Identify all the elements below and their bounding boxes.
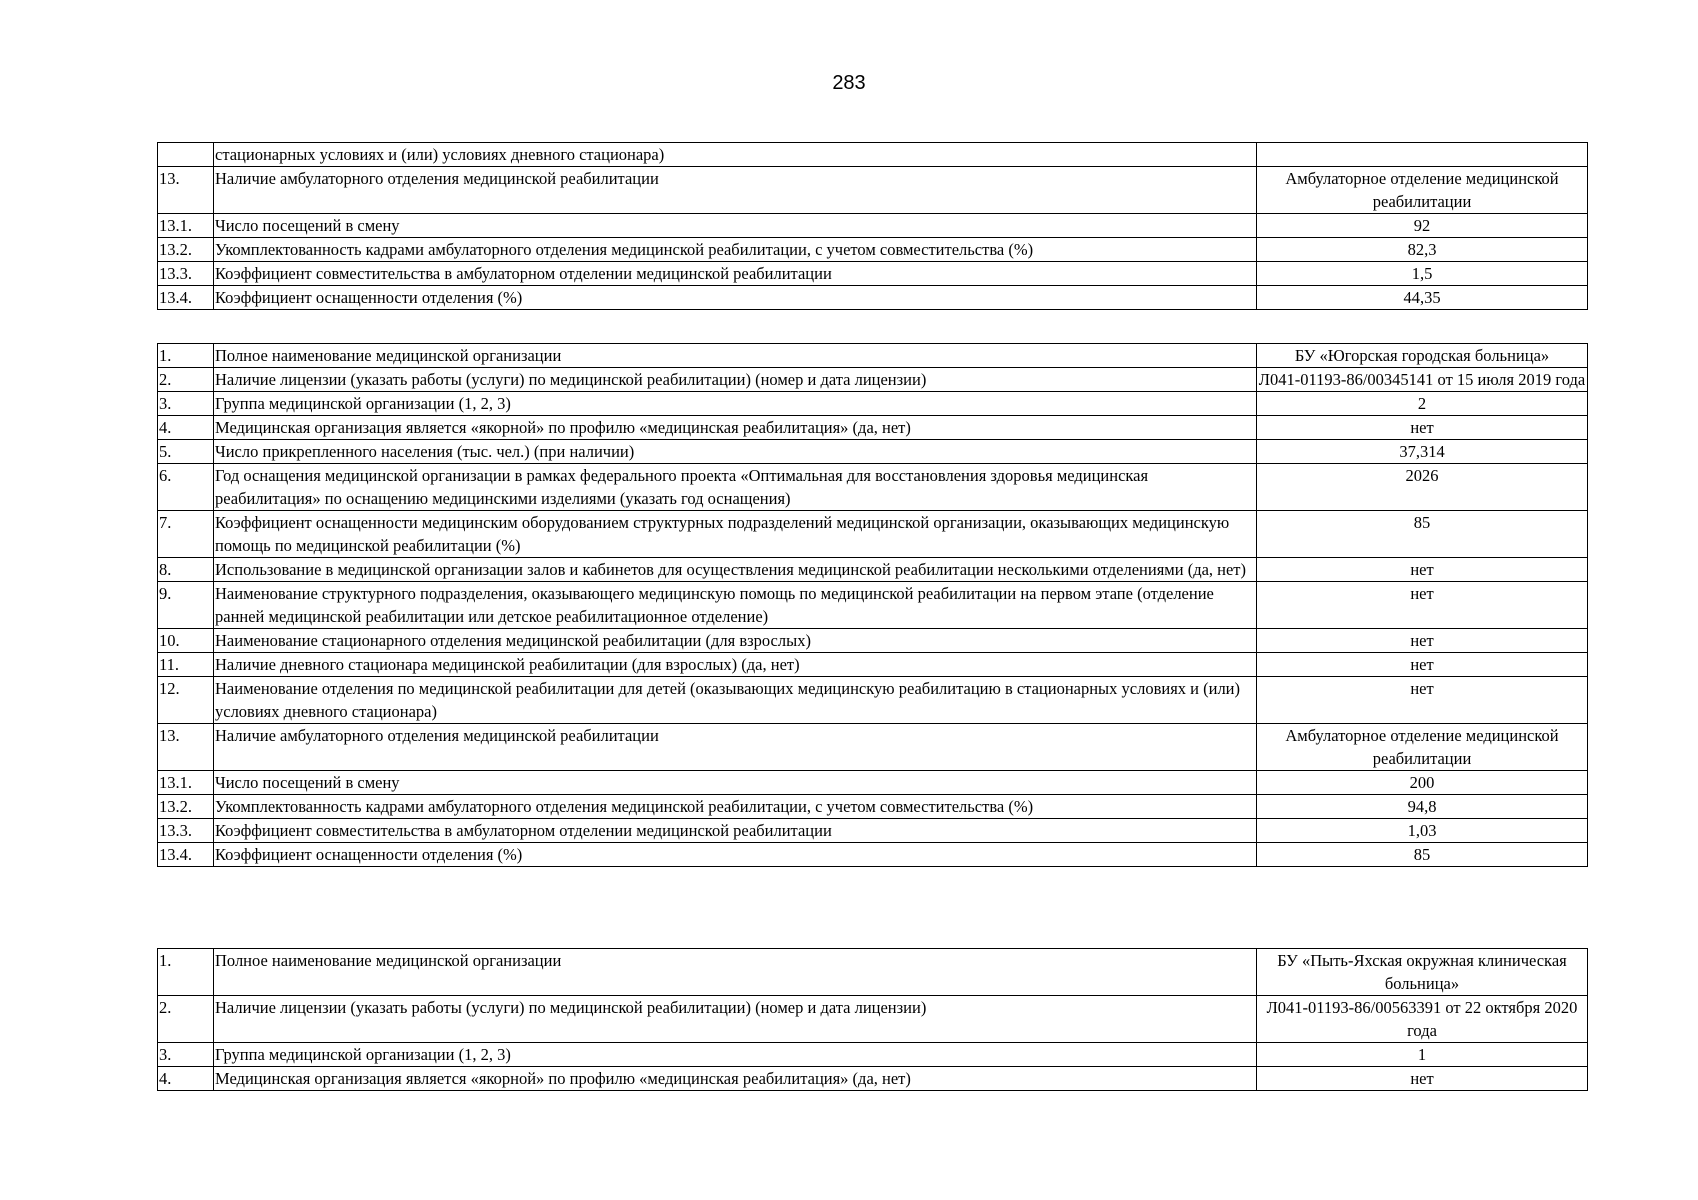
table-row	[158, 558, 1588, 582]
row-value: нет	[1257, 653, 1588, 677]
table-row	[158, 262, 1588, 286]
row-label: Коэффициент оснащенности медицинским оборудованием структурных подразделений медицинской организации, оказывающих медицинскую помощь по медицинской реабилитации (%)	[214, 511, 1257, 558]
row-label: Год оснащения медицинской организации в рамках федерального проекта «Оптимальная для восстановления здоровья медицинская реабилитация» по оснащению медицинскими изделиями (указать год оснащения)	[214, 464, 1257, 511]
row-value: нет	[1257, 1067, 1588, 1091]
row-number: 3.	[158, 392, 214, 416]
row-value	[1257, 143, 1588, 167]
table-row	[158, 653, 1588, 677]
row-value: 85	[1257, 511, 1588, 558]
table-row	[158, 1043, 1588, 1067]
row-label: Укомплектованность кадрами амбулаторного отделения медицинской реабилитации, с учетом совместительства (%)	[214, 238, 1257, 262]
row-value: Л041-01193-86/00345141 от 15 июля 2019 года	[1257, 368, 1588, 392]
row-label: Коэффициент совместительства в амбулаторном отделении медицинской реабилитации	[214, 819, 1257, 843]
table-row	[158, 344, 1588, 368]
row-number: 1.	[158, 949, 214, 996]
table-row	[158, 286, 1588, 310]
row-number: 13.4.	[158, 843, 214, 867]
table-continuation	[157, 142, 1588, 310]
row-label: Коэффициент совместительства в амбулаторном отделении медицинской реабилитации	[214, 262, 1257, 286]
row-number: 1.	[158, 344, 214, 368]
row-number: 2.	[158, 996, 214, 1043]
table-row	[158, 819, 1588, 843]
row-label: Наличие дневного стационара медицинской реабилитации (для взрослых) (да, нет)	[214, 653, 1257, 677]
row-value: 85	[1257, 843, 1588, 867]
row-value: 82,3	[1257, 238, 1588, 262]
row-number: 10.	[158, 629, 214, 653]
table-row	[158, 214, 1588, 238]
row-label: Число прикрепленного населения (тыс. чел.) (при наличии)	[214, 440, 1257, 464]
table-row	[158, 843, 1588, 867]
row-value: нет	[1257, 416, 1588, 440]
row-number: 13.	[158, 167, 214, 214]
table-row	[158, 143, 1588, 167]
row-number: 8.	[158, 558, 214, 582]
row-value: БУ «Югорская городская больница»	[1257, 344, 1588, 368]
table-row	[158, 771, 1588, 795]
table-row	[158, 440, 1588, 464]
row-label: Медицинская организация является «якорной» по профилю «медицинская реабилитация» (да, нет)	[214, 416, 1257, 440]
row-value: Амбулаторное отделение медицинской реабилитации	[1257, 167, 1588, 214]
table-row	[158, 996, 1588, 1043]
row-number: 4.	[158, 1067, 214, 1091]
row-label: Использование в медицинской организации залов и кабинетов для осуществления медицинской реабилитации несколькими отделениями (да, нет)	[214, 558, 1257, 582]
row-label: Наименование отделения по медицинской реабилитации для детей (оказывающих медицинскую реабилитацию в стационарных условиях и (или) условиях дневного стационара)	[214, 677, 1257, 724]
row-number: 13.2.	[158, 795, 214, 819]
row-number: 13.4.	[158, 286, 214, 310]
row-label: Наличие амбулаторного отделения медицинской реабилитации	[214, 167, 1257, 214]
page-number: 283	[832, 72, 866, 94]
table-yugorsk-hospital	[157, 343, 1588, 867]
row-value: 200	[1257, 771, 1588, 795]
row-number: 3.	[158, 1043, 214, 1067]
table-pyt-yakh-hospital	[157, 948, 1588, 1091]
row-label: Наименование стационарного отделения медицинской реабилитации (для взрослых)	[214, 629, 1257, 653]
row-label: Медицинская организация является «якорной» по профилю «медицинская реабилитация» (да, нет)	[214, 1067, 1257, 1091]
table-row	[158, 511, 1588, 558]
table-row	[158, 392, 1588, 416]
row-label: Полное наименование медицинской организации	[214, 344, 1257, 368]
row-label: Наименование структурного подразделения, оказывающего медицинскую помощь по медицинской реабилитации на первом этапе (отделение ранней медицинской реабилитации или детское реабилитационное отделение)	[214, 582, 1257, 629]
row-number: 11.	[158, 653, 214, 677]
row-number: 5.	[158, 440, 214, 464]
table-row	[158, 238, 1588, 262]
table-row	[158, 416, 1588, 440]
row-label: Число посещений в смену	[214, 214, 1257, 238]
row-value: 2026	[1257, 464, 1588, 511]
row-number	[158, 143, 214, 167]
row-value: нет	[1257, 677, 1588, 724]
row-label: стационарных условиях и (или) условиях дневного стационара)	[214, 143, 1257, 167]
table-row	[158, 368, 1588, 392]
row-number: 6.	[158, 464, 214, 511]
row-label: Коэффициент оснащенности отделения (%)	[214, 286, 1257, 310]
row-value: БУ «Пыть-Яхская окружная клиническая больница»	[1257, 949, 1588, 996]
table-row	[158, 1067, 1588, 1091]
row-number: 13.3.	[158, 262, 214, 286]
row-value: 1,5	[1257, 262, 1588, 286]
row-label: Укомплектованность кадрами амбулаторного отделения медицинской реабилитации, с учетом совместительства (%)	[214, 795, 1257, 819]
row-number: 9.	[158, 582, 214, 629]
row-label: Коэффициент оснащенности отделения (%)	[214, 843, 1257, 867]
row-value: 1	[1257, 1043, 1588, 1067]
table-row	[158, 724, 1588, 771]
row-value: 94,8	[1257, 795, 1588, 819]
row-number: 13.1.	[158, 214, 214, 238]
row-number: 2.	[158, 368, 214, 392]
row-value: 37,314	[1257, 440, 1588, 464]
row-number: 4.	[158, 416, 214, 440]
row-value: 1,03	[1257, 819, 1588, 843]
table-row	[158, 629, 1588, 653]
row-label: Полное наименование медицинской организации	[214, 949, 1257, 996]
row-value: 2	[1257, 392, 1588, 416]
table-row	[158, 677, 1588, 724]
row-label: Наличие лицензии (указать работы (услуги) по медицинской реабилитации) (номер и дата лицензии)	[214, 368, 1257, 392]
row-number: 13.3.	[158, 819, 214, 843]
table-row	[158, 167, 1588, 214]
row-label: Наличие лицензии (указать работы (услуги) по медицинской реабилитации) (номер и дата лицензии)	[214, 996, 1257, 1043]
table-row	[158, 795, 1588, 819]
row-label: Группа медицинской организации (1, 2, 3)	[214, 1043, 1257, 1067]
row-value: нет	[1257, 558, 1588, 582]
row-label: Группа медицинской организации (1, 2, 3)	[214, 392, 1257, 416]
row-value: 44,35	[1257, 286, 1588, 310]
row-value: Амбулаторное отделение медицинской реабилитации	[1257, 724, 1588, 771]
row-value: нет	[1257, 629, 1588, 653]
table-row	[158, 464, 1588, 511]
row-value: Л041-01193-86/00563391 от 22 октября 2020 года	[1257, 996, 1588, 1043]
row-number: 13.1.	[158, 771, 214, 795]
row-label: Наличие амбулаторного отделения медицинской реабилитации	[214, 724, 1257, 771]
row-value: 92	[1257, 214, 1588, 238]
row-number: 12.	[158, 677, 214, 724]
table-row	[158, 582, 1588, 629]
row-number: 13.2.	[158, 238, 214, 262]
row-number: 13.	[158, 724, 214, 771]
row-value: нет	[1257, 582, 1588, 629]
row-label: Число посещений в смену	[214, 771, 1257, 795]
table-row	[158, 949, 1588, 996]
row-number: 7.	[158, 511, 214, 558]
